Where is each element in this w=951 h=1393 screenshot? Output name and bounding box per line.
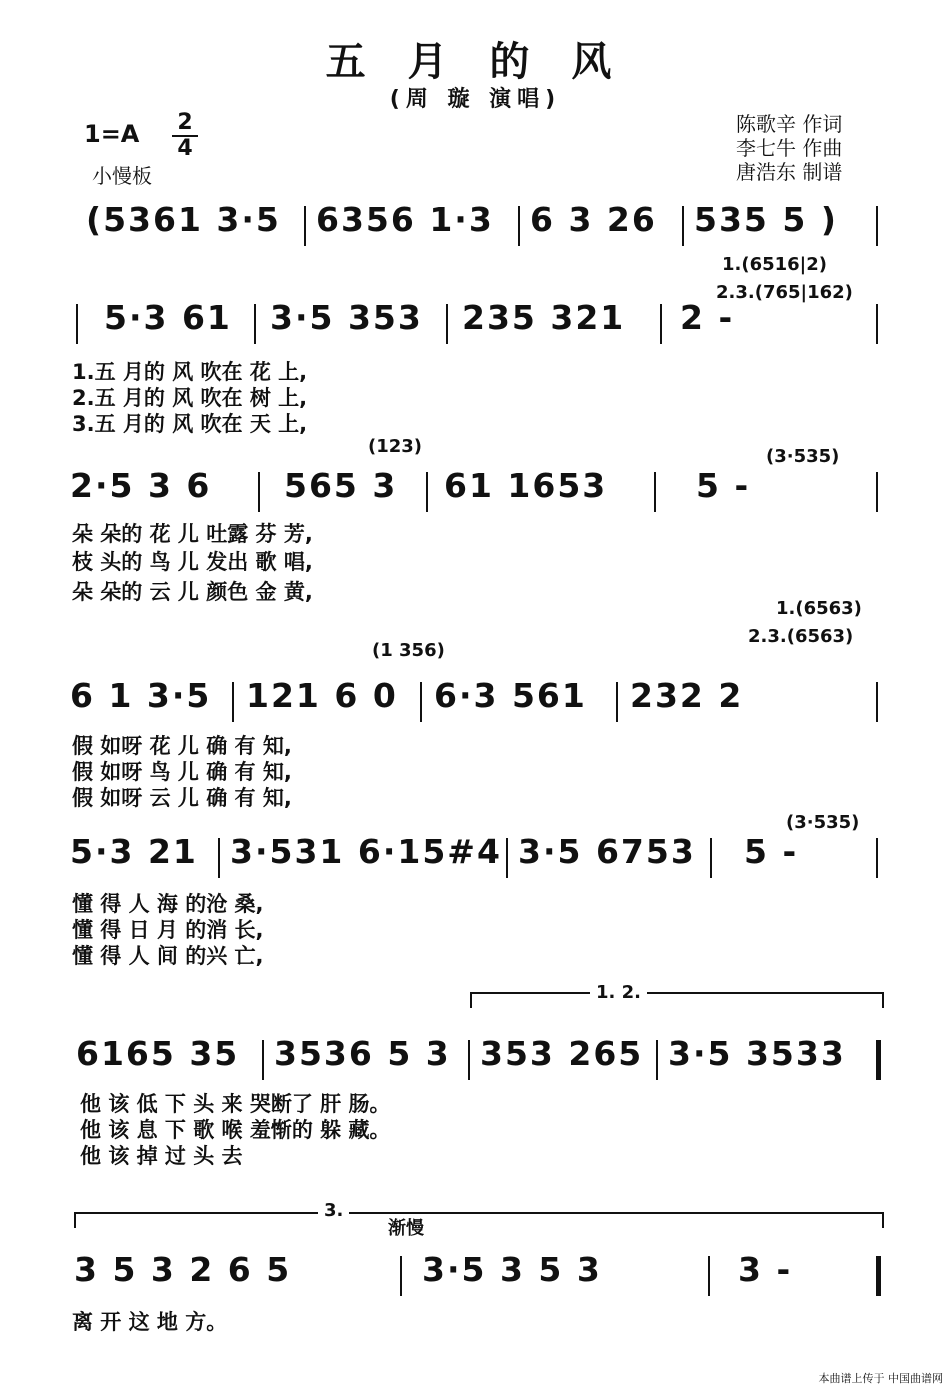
arranger: 唐浩东 制谱 — [736, 160, 843, 184]
volta-label: 1.(6563) — [776, 598, 862, 619]
repeat-end-barline — [876, 1040, 881, 1080]
time-signature — [172, 112, 198, 160]
measure: 6 3 26 — [530, 200, 657, 239]
volta-label: 1.(6516|2) — [722, 254, 828, 275]
ornament-label: (123) — [368, 436, 423, 457]
measure: 3·5 3 5 3 — [422, 1250, 602, 1289]
barline — [232, 682, 234, 722]
lyric-line: 懂 得 人 海 的沧 桑, — [72, 892, 264, 916]
barline — [468, 1040, 470, 1080]
measure: 3·5 6753 — [518, 832, 696, 871]
measure: 6·3 561 — [434, 676, 587, 715]
measure: 3·5 3533 — [668, 1034, 846, 1073]
measure: 5·3 61 — [104, 298, 232, 337]
measure: 3·5 353 — [270, 298, 423, 337]
key-signature: 1=A — [84, 120, 140, 148]
meter-bottom: 4 — [177, 136, 193, 161]
lyric-line: 3.五 月的 风 吹在 天 上, — [72, 412, 308, 436]
ornament-label: (3·535) — [786, 812, 860, 833]
barline — [876, 682, 878, 722]
lyric-line: 假 如呀 花 儿 确 有 知, — [72, 734, 292, 758]
lyric-line: 2.五 月的 风 吹在 树 上, — [72, 386, 308, 410]
measure: 121 6 0 — [246, 676, 398, 715]
credits — [736, 112, 842, 184]
barline — [876, 472, 878, 512]
barline — [506, 838, 508, 878]
song-title: 五 月 的 风 — [325, 39, 626, 85]
measure: 235 321 — [462, 298, 626, 337]
lyric-line: 他 该 息 下 歌 喉 羞惭的 躲 藏。 — [80, 1118, 391, 1142]
measure: 5 - — [744, 832, 799, 871]
lyric-line: 假 如呀 鸟 儿 确 有 知, — [72, 760, 292, 784]
lyric-line: 懂 得 人 间 的兴 亡, — [72, 944, 264, 968]
measure: 3·531 6·15#4 — [230, 832, 502, 871]
volta-label: 2.3.(6563) — [748, 626, 854, 647]
tempo-change-label: 渐慢 — [384, 1214, 428, 1240]
song-subtitle: (周 璇 演唱) — [389, 87, 562, 112]
score-row-6 — [70, 1250, 890, 1314]
lyric-line: 假 如呀 云 儿 确 有 知, — [72, 786, 292, 810]
measure: 3 5 3 2 6 5 — [74, 1250, 292, 1289]
barline — [656, 1040, 658, 1080]
measure: 6165 35 — [76, 1034, 240, 1073]
barline — [660, 304, 662, 344]
volta-bracket — [470, 992, 884, 1008]
barline — [876, 838, 878, 878]
ornament-label: (1 356) — [372, 640, 445, 661]
measure: (5361 3·5 — [86, 200, 281, 239]
barline — [876, 206, 878, 246]
lyric-line: 离 开 这 地 方。 — [72, 1310, 228, 1334]
barline — [262, 1040, 264, 1080]
volta-label: 3. — [318, 1200, 349, 1221]
lyric-line: 枝 头的 鸟 儿 发出 歌 唱, — [72, 550, 313, 574]
composer: 李七牛 作曲 — [736, 136, 843, 160]
measure: 3536 5 3 — [274, 1034, 451, 1073]
lyric-line: 朵 朵的 云 儿 颜色 金 黄, — [72, 580, 313, 604]
measure: 5 - — [696, 466, 751, 505]
measure: 565 3 — [284, 466, 398, 505]
tempo-marking: 小慢板 — [92, 164, 152, 188]
measure: 2·5 3 6 — [70, 466, 212, 505]
barline — [400, 1256, 402, 1296]
measure: 2 - — [680, 298, 735, 337]
footer-credit: 本曲谱上传于 中国曲谱网 — [818, 1372, 943, 1385]
measure: 232 2 — [630, 676, 744, 715]
measure: 5·3 21 — [70, 832, 198, 871]
lyric-line: 他 该 低 下 头 来 哭断了 肝 肠。 — [80, 1092, 391, 1116]
barline — [708, 1256, 710, 1296]
lyric-line: 1.五 月的 风 吹在 花 上, — [72, 360, 308, 384]
barline — [420, 682, 422, 722]
measure: 6 1 3·5 — [70, 676, 212, 715]
volta-label: 1. 2. — [590, 982, 647, 1003]
measure: 3 - — [738, 1250, 793, 1289]
barline — [876, 304, 878, 344]
repeat-start-barline — [76, 304, 78, 344]
measure: 6356 1·3 — [316, 200, 494, 239]
volta-label: 2.3.(765|162) — [716, 282, 853, 303]
barline — [258, 472, 260, 512]
barline — [616, 682, 618, 722]
barline — [518, 206, 520, 246]
lyricist: 陈歌辛 作词 — [736, 112, 843, 136]
final-barline — [876, 1256, 881, 1296]
ornament-label: (3·535) — [766, 446, 840, 467]
meter-top: 2 — [177, 110, 193, 135]
measure: 535 5 ) — [694, 200, 838, 239]
barline — [682, 206, 684, 246]
score-row-4 — [70, 832, 890, 896]
volta-bracket — [74, 1212, 884, 1228]
lyric-line: 懂 得 日 月 的消 长, — [72, 918, 264, 942]
barline — [304, 206, 306, 246]
barline — [218, 838, 220, 878]
barline — [426, 472, 428, 512]
lyric-line: 他 该 掉 过 头 去 — [80, 1144, 243, 1168]
barline — [446, 304, 448, 344]
lyric-line: 朵 朵的 花 儿 吐露 芬 芳, — [72, 522, 313, 546]
measure: 353 265 — [480, 1034, 644, 1073]
barline — [254, 304, 256, 344]
barline — [654, 472, 656, 512]
measure: 61 1653 — [444, 466, 608, 505]
score-row-1 — [70, 298, 890, 362]
barline — [710, 838, 712, 878]
